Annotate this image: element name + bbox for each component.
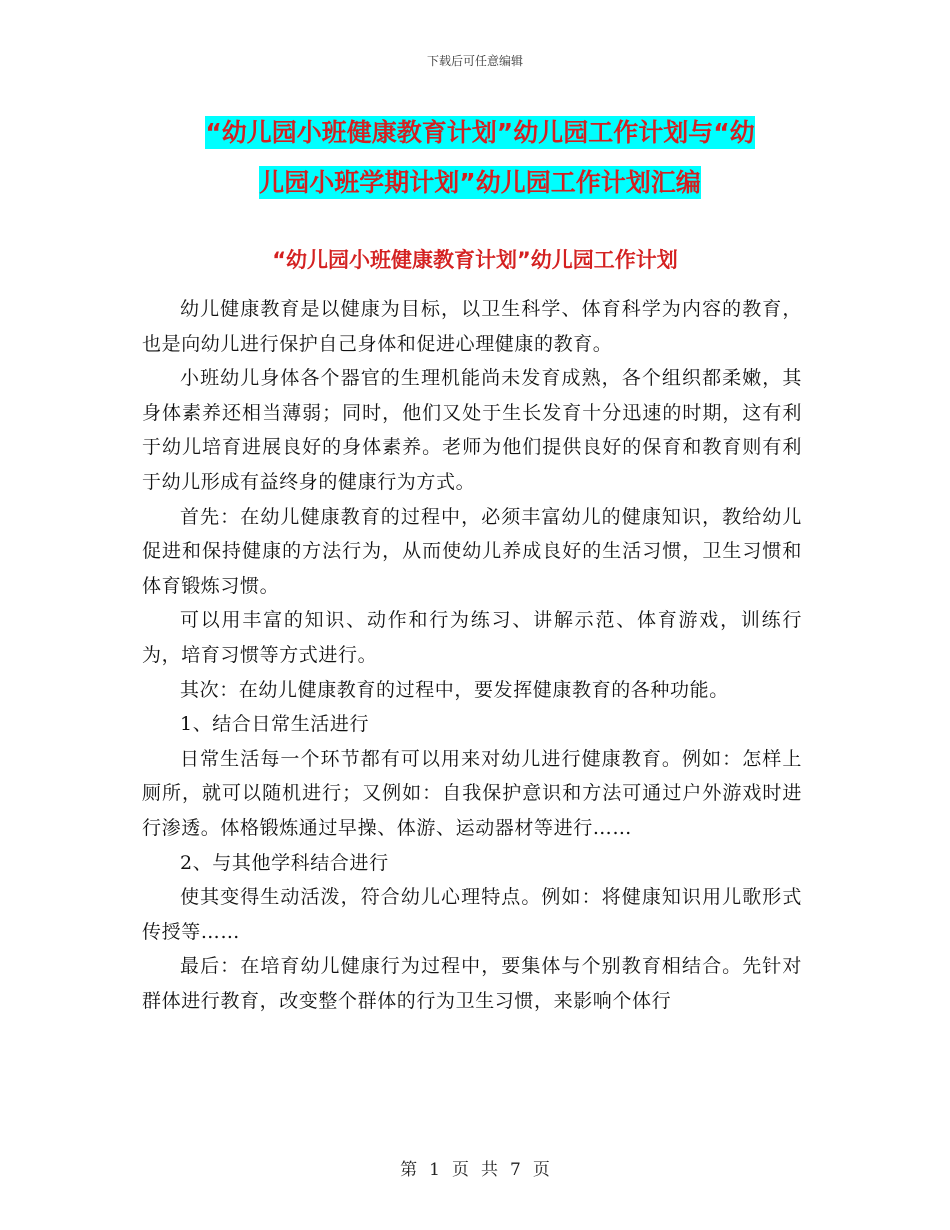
footer-total-word: 共 xyxy=(481,1160,498,1180)
page-footer xyxy=(0,1155,950,1180)
page-header: 下载后可任意编辑 xyxy=(426,54,523,68)
section-title: “幼儿园小班健康教育计划”幼儿园工作计划 xyxy=(272,248,678,272)
paragraph: 日常生活每一个环节都有可以用来对幼儿进行健康教育。例如：怎样上厕所，就可以随机进行；又例如：自我保护意识和方法可通过户外游戏时进行渗透。体格锻炼通过早操、体游、运动器材等进行…… xyxy=(142,747,802,839)
paragraph: 其次：在幼儿健康教育的过程中，要发挥健康教育的各种功能。 xyxy=(180,678,729,701)
paragraph: 小班幼儿身体各个器官的生理机能尚未发育成熟，各个组织都柔嫩，其身体素养还相当薄弱；同时，他们又处于生长发育十分迅速的时期，这有利于幼儿培育进展良好的身体素养。老师为他们提供良好的保育和教育则有利于幼儿形成有益终身的健康行为方式。 xyxy=(142,367,802,493)
page-total: 7 xyxy=(510,1160,521,1180)
page-number: 1 xyxy=(429,1160,440,1180)
title-line-2: 儿园小班学期计划”幼儿园工作计划汇编 xyxy=(259,168,701,197)
paragraph: 幼儿健康教育是以健康为目标，以卫生科学、体育科学为内容的教育，也是向幼儿进行保护自己身体和促进心理健康的教育。 xyxy=(142,298,802,355)
footer-suffix: 页 xyxy=(532,1160,550,1180)
paragraph: 首先：在幼儿健康教育的过程中，必须丰富幼儿的健康知识，教给幼儿促进和保持健康的方法行为，从而使幼儿养成良好的生活习惯，卫生习惯和体育锻炼习惯。 xyxy=(142,505,802,597)
paragraph: 可以用丰富的知识、动作和行为练习、讲解示范、体育游戏，训练行为，培育习惯等方式进行。 xyxy=(142,609,802,666)
document-title xyxy=(150,108,810,208)
footer-prefix: 第 xyxy=(400,1160,418,1180)
body-text xyxy=(142,292,802,1018)
paragraph: 1、结合日常生活进行 xyxy=(180,713,370,736)
title-line-1: “幼儿园小班健康教育计划”幼儿园工作计划与“幼 xyxy=(205,118,755,147)
footer-page-word: 页 xyxy=(452,1160,469,1180)
paragraph: 使其变得生动活泼，符合幼儿心理特点。例如：将健康知识用儿歌形式传授等…… xyxy=(142,886,802,943)
paragraph: 2、与其他学科结合进行 xyxy=(180,851,389,874)
paragraph: 最后：在培育幼儿健康行为过程中，要集体与个别教育相结合。先针对群体进行教育，改变整个群体的行为卫生习惯，来影响个体行 xyxy=(142,955,802,1012)
